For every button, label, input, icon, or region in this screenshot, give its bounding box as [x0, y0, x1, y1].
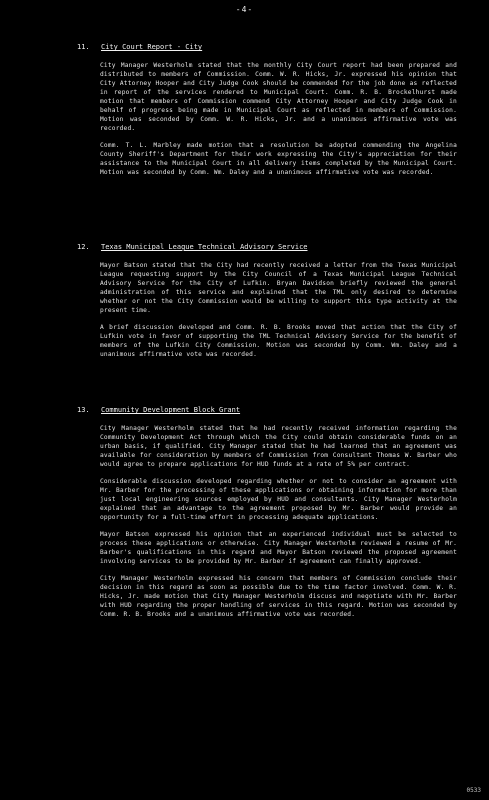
paragraph: City Manager Westerholm expressed his concern that members of Commission conclude their decision in this regard as soon as possible due to the time factor involved. Comm. W. R. Hicks, Jr. made motion that City Manager Westerholm discuss and negotiate with Mr. Barber with HUD regarding the proper handling of services in this regard. Motion was seconded by Comm. R. B. Brooks and a unanimous affirmative vote was recorded. [100, 575, 457, 618]
paragraph: City Manager Westerholm stated that he had recently received information regarding the Community Development Act through which the City could obtain considerable funds on an urban basis, if qualified. City Manager stated that he had learned that an agreement was available for consideration by members of Commission from Consultant Thomas W. Barber who would agree to prepare applications for HUD funds at a rate of 5% per contract. [100, 425, 457, 468]
section-heading [77, 405, 457, 415]
section-tml-advisory-service [77, 242, 457, 359]
section-title: City Court Report - City [101, 43, 203, 51]
paragraph: A brief discussion developed and Comm. R. B. Brooks moved that action that the City of Lufkin vote in favor of supporting the TML Technical Advisory Service for the benefit of members of the Lufkin City Commission. Motion was seconded by Comm. Wm. Daley and a unanimous affirmative vote was recorded. [100, 324, 457, 358]
footer-mark: 0533 [466, 787, 481, 794]
paragraph: City Manager Westerholm stated that the monthly City Court report had been prepared and distributed to members of Commission. Comm. W. R. Hicks, Jr. expressed his opinion that City Attorney Hooper and City Judge Cook should be commended for the job done as reflected in report of the services rendered to Municipal Court. Comm. R. B. Brockelhurst made motion that members of Commission commend City Attorney Hooper and City Judge Cook in behalf of progress being made in Municipal Court as reflected in members of Commission. Motion was seconded by Comm. W. R. Hicks, Jr. and a unanimous affirmative vote was recorded. [100, 62, 457, 132]
paragraph: Considerable discussion developed regarding whether or not to consider an agreement with Mr. Barber for the processing of these applications or obtaining information for more than just local engineering sources employed by HUD and consultants. City Manager Westerholm explained that an advantage to the agreement proposed by Mr. Barber would provide an opportunity for a full-time effort in processing adequate applications. [100, 478, 457, 521]
section-city-court-report [77, 42, 457, 177]
section-heading [77, 242, 457, 252]
paragraph: Comm. T. L. Marbley made motion that a resolution be adopted commending the Angelina County Sheriff's Department for their work expressing the City's appreciation for their assistance to the Municipal Court in all delivery items completed by the Municipal Court. Motion was seconded by Comm. Wm. Daley and a unanimous affirmative vote was recorded. [100, 142, 457, 176]
paragraph: Mayor Batson stated that the City had recently received a letter from the Texas Municipal League requesting support by the City Council of a Texas Municipal League Technical Advisory Service for the City of Lufkin. Bryan Davidson briefly reviewed the general administration of this service and explained that the TML only desired to determine whether or not the City Commission would be willing to support this type activity at the present time. [100, 262, 457, 314]
section-number: 12. [77, 243, 90, 251]
page-number: -4- [235, 5, 254, 14]
section-heading [77, 42, 457, 52]
section-title: Community Development Block Grant [101, 406, 241, 414]
section-number: 13. [77, 406, 90, 414]
section-community-development [77, 405, 457, 619]
paragraph: Mayor Batson expressed his opinion that an experienced individual must be selected to process these applications or otherwise. City Manager Westerholm reviewed a resume of Mr. Barber's qualifications in this regard and Mayor Batson reviewed the proposed agreement involving services to be provided by Mr. Barber if agreement can finally approved. [100, 531, 457, 565]
section-title: Texas Municipal League Technical Advisory Service [101, 243, 308, 251]
section-number: 11. [77, 43, 90, 51]
